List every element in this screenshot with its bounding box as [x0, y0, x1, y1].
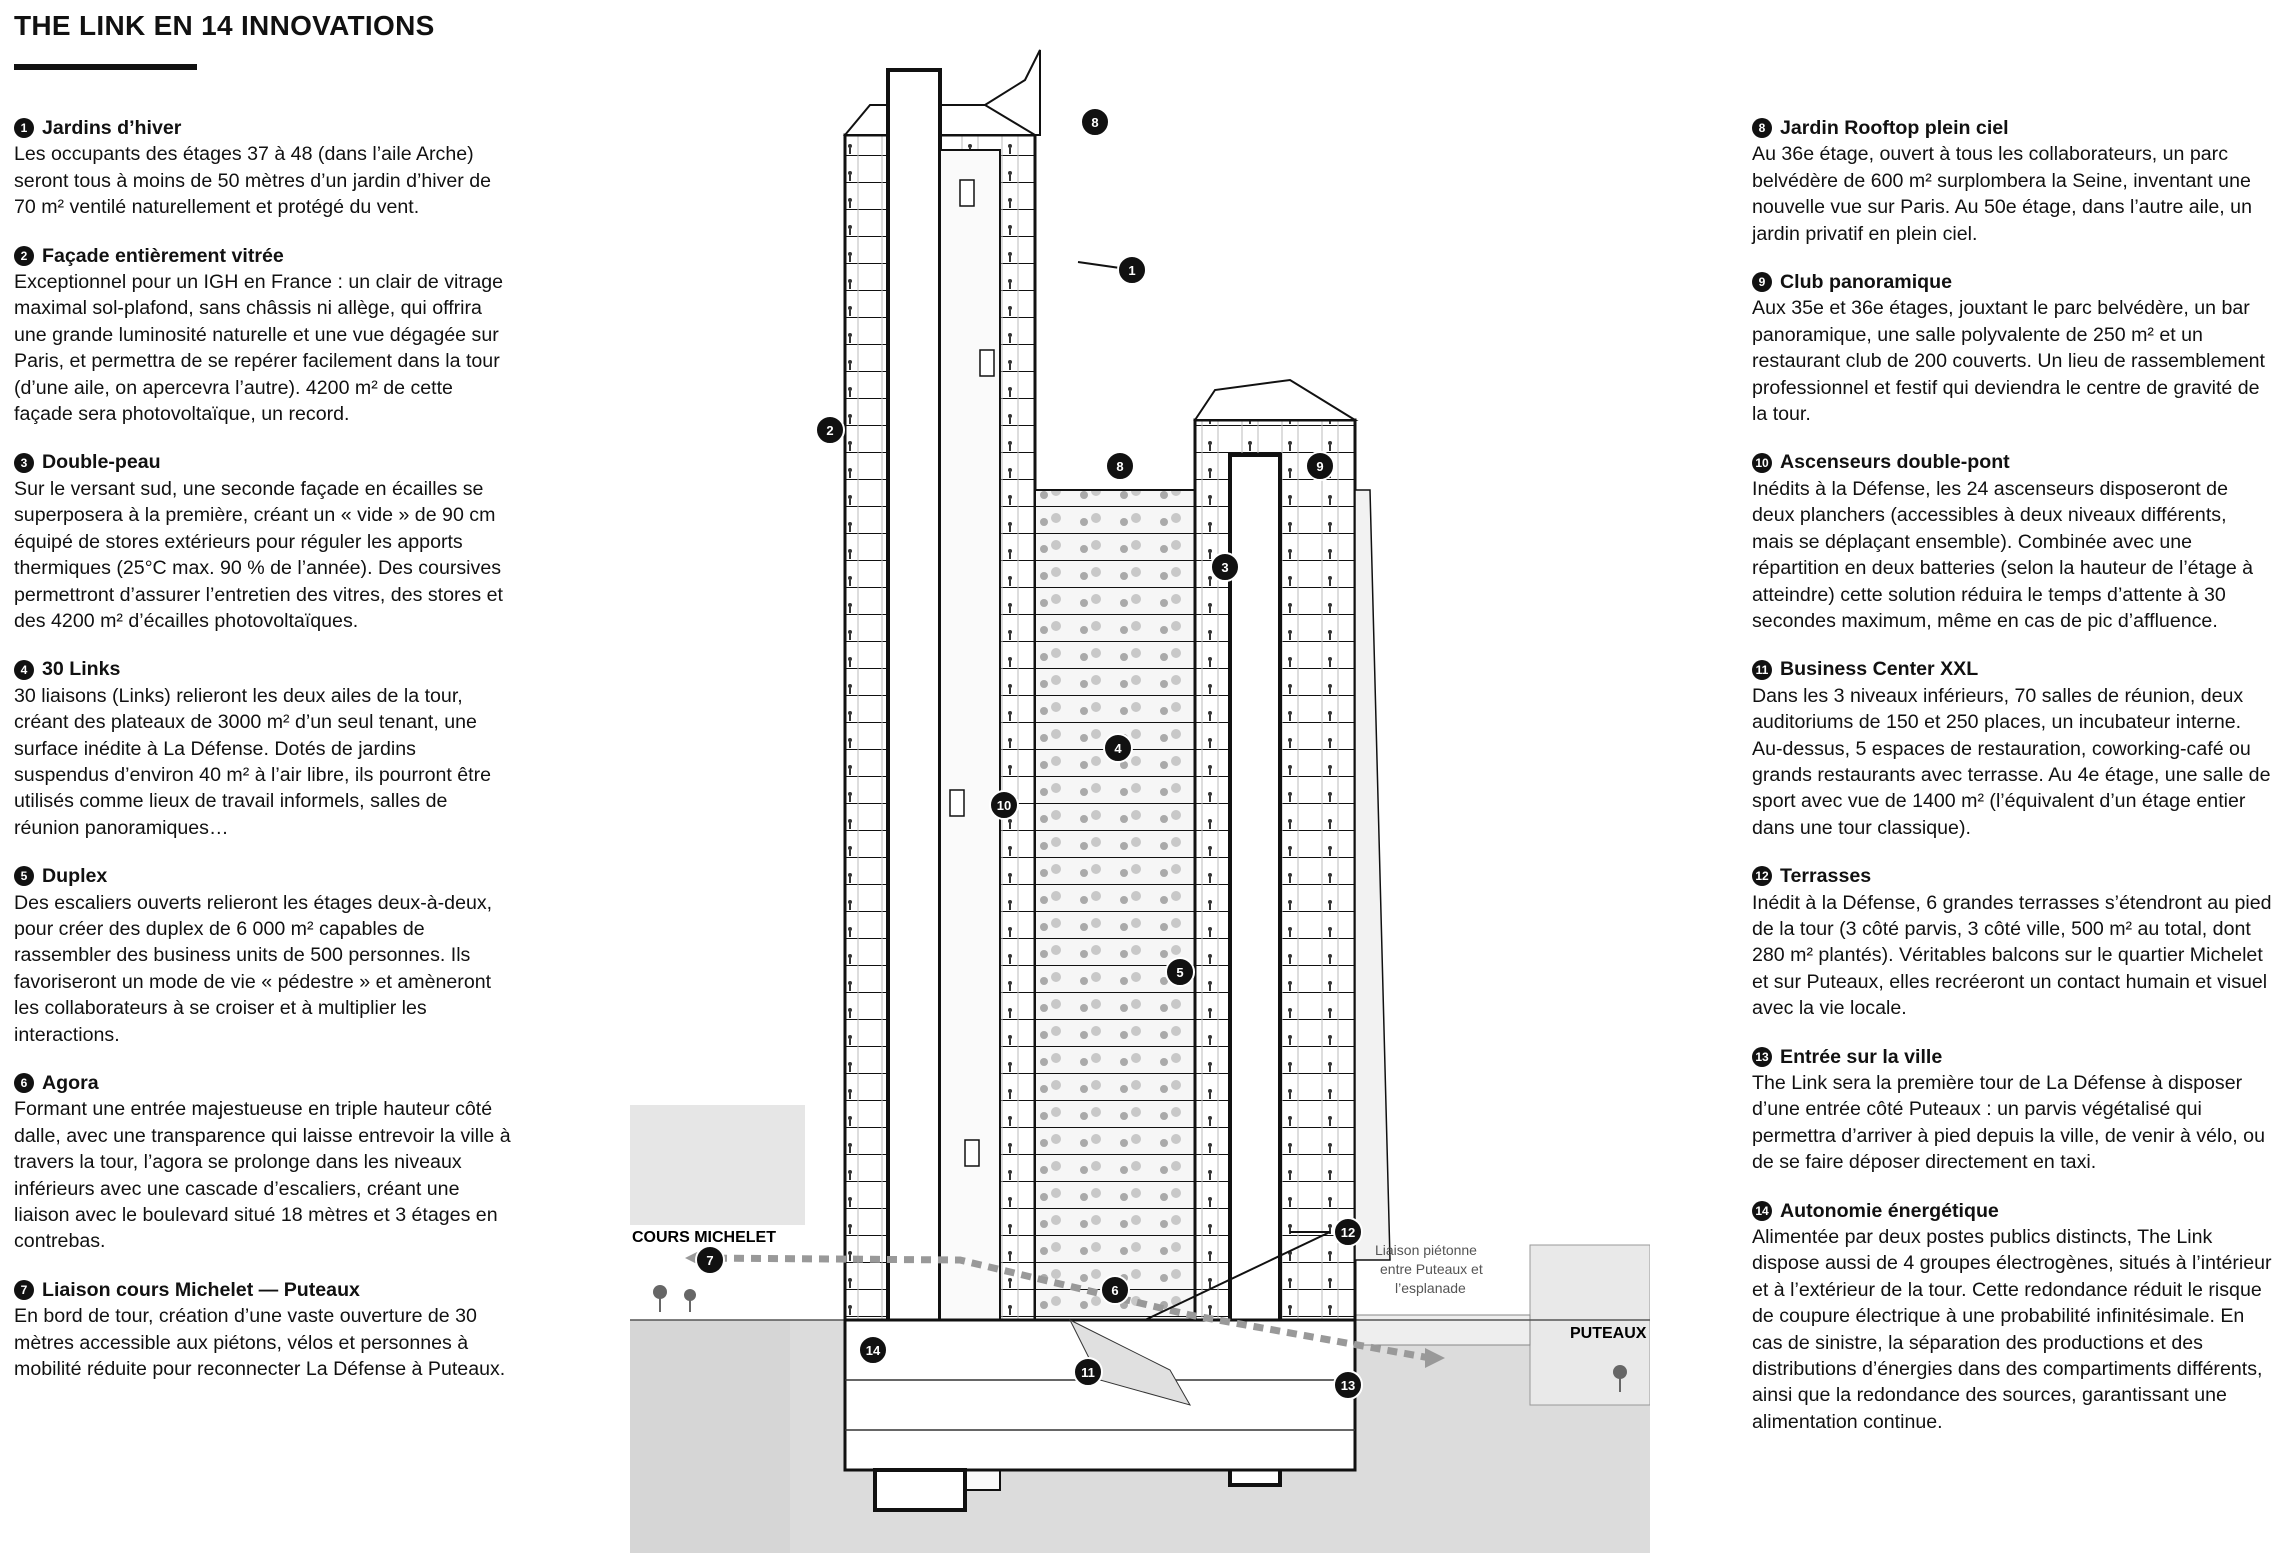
innovation-title — [14, 863, 514, 889]
innovation-title-text: Duplex — [42, 865, 108, 888]
foundation-pit — [875, 1470, 965, 1510]
ground-slope-left — [630, 1320, 790, 1553]
number-badge: 10 — [1752, 453, 1772, 473]
innovation-title-text: Ascenseurs double-pont — [1780, 451, 2010, 474]
tower-links — [1035, 490, 1195, 1340]
core-left — [888, 70, 940, 1510]
innovation-item — [14, 1070, 514, 1255]
innovation-description: Les occupants des étages 37 à 48 (dans l’aile Arche) seront tous à moins de 50 mètres d’un jardin d’hiver de 70 m² ventilé naturellement et protégé du vent. — [14, 143, 492, 219]
innovation-title — [1752, 656, 2272, 682]
right-column — [1752, 115, 2272, 1457]
tower-right-crown — [1195, 380, 1355, 420]
marker-2 — [816, 416, 844, 444]
innovation-title — [1752, 1198, 2272, 1224]
innovation-title-text: Agora — [42, 1072, 99, 1094]
annotation-line-1: Liaison piétonne — [1375, 1242, 1477, 1258]
number-badge: 11 — [1752, 660, 1772, 680]
marker-14 — [859, 1336, 887, 1364]
innovation-title-text: Jardin Rooftop plein ciel — [1780, 117, 2009, 139]
innovation-title — [14, 449, 514, 475]
marker-13 — [1334, 1371, 1362, 1399]
innovation-item — [14, 449, 514, 634]
innovation-title-text: Façade entièrement vitrée — [42, 244, 284, 267]
innovation-title — [14, 243, 514, 269]
marker-5 — [1166, 958, 1194, 986]
innovation-item — [1752, 449, 2272, 634]
number-badge: 6 — [14, 1073, 34, 1093]
innovation-title — [1752, 115, 2272, 141]
innovation-title — [14, 115, 514, 141]
innovation-description: The Link sera la première tour de La Défense à disposer d’une entrée côté Puteaux : un parvis végétalisé qui permettra d’arriver à pied depuis la ville, de venir à vélo, ou de se faire déposer directement en taxi. — [1752, 1072, 2265, 1174]
label-puteaux: PUTEAUX — [1570, 1325, 1647, 1342]
innovation-title-text: Liaison cours Michelet — Puteaux — [42, 1278, 360, 1301]
innovation-title — [1752, 449, 2272, 475]
marker-4 — [1104, 734, 1132, 762]
marker-8 — [1106, 452, 1134, 480]
innovation-title — [1752, 863, 2272, 889]
number-badge: 4 — [14, 660, 34, 680]
svg-text:2: 2 — [826, 423, 834, 438]
svg-text:10: 10 — [996, 798, 1012, 813]
annotation-line-2: entre Puteaux et — [1380, 1261, 1483, 1277]
page-title: THE LINK EN 14 INNOVATIONS — [14, 10, 435, 41]
innovation-title-text: 30 Links — [42, 658, 121, 681]
svg-text:5: 5 — [1176, 965, 1184, 980]
marker-12 — [1334, 1218, 1362, 1246]
number-badge: 1 — [14, 118, 34, 138]
ground-left-building — [630, 1105, 805, 1225]
innovation-title — [1752, 1044, 2272, 1070]
innovation-item — [1752, 863, 2272, 1021]
number-badge: 3 — [14, 453, 34, 473]
number-badge: 14 — [1752, 1201, 1772, 1221]
innovation-item — [14, 863, 514, 1048]
svg-text:13: 13 — [1340, 1378, 1356, 1393]
innovation-item — [14, 115, 514, 221]
svg-text:12: 12 — [1340, 1225, 1356, 1240]
number-badge: 9 — [1752, 272, 1772, 292]
number-badge: 8 — [1752, 118, 1772, 138]
innovation-title-text: Double-peau — [42, 451, 161, 474]
innovation-title-text: Business Center XXL — [1780, 658, 1979, 681]
marker-10 — [990, 791, 1018, 819]
innovation-item — [14, 1277, 514, 1383]
innovation-description: Exceptionnel pour un IGH en France : un clair de vitrage maximal sol-plafond, sans châssis ni allège, qui offrira une grande luminosité naturelle et une vue dégagée sur Paris, et permettra de se repérer facilement dans la tour (d’une aile, on apercevra l’autre). 4200 m² de cette façade sera photovoltaïque, un record. — [14, 271, 504, 426]
innovation-title — [1752, 269, 2272, 295]
innovation-description: Sur le versant sud, une seconde façade en écailles se superposera à la première, créant un « vide » de 90 cm équipé de stores extérieurs pour réguler les apports thermiques (25°C max. 90 % de l’année). Des coursives permettront d’assurer l’entretien des vitres, des stores et des 4200 m² d’écailles photovoltaïques. — [14, 477, 503, 632]
left-column — [14, 115, 514, 1404]
innovation-description: Formant une entrée majestueuse en triple hauteur côté dalle, avec une transparence qui laisse entrevoir la ville à travers la tour, l’agora se prolonge dans les niveaux inférieurs avec une cascade d’escaliers, créant une liaison avec le boulevard situé 18 mètres et 3 étages en contrebas. — [14, 1098, 511, 1253]
innovation-title-text: Terrasses — [1780, 865, 1872, 888]
innovation-description: Dans les 3 niveaux inférieurs, 70 salles de réunion, deux auditoriums de 150 et 250 places, un incubateur interne. Au-dessus, 5 espaces de restauration, coworking-café ou grands restaurants avec terrasse. Au 4e étage, une salle de sport avec vue de 1400 m² (l’équivalent d’un étage entier dans une tour classique). — [1752, 684, 2271, 839]
innovation-title-text: Jardins d’hiver — [42, 117, 182, 139]
svg-text:11: 11 — [1081, 1365, 1095, 1380]
svg-text:8: 8 — [1091, 115, 1099, 130]
number-badge: 2 — [14, 246, 34, 266]
marker-9 — [1306, 452, 1334, 480]
marker-8 — [1081, 108, 1109, 136]
marker-3 — [1211, 553, 1239, 581]
annotation-line-3: l’esplanade — [1395, 1280, 1466, 1296]
innovation-title-text: Autonomie énergétique — [1780, 1199, 1999, 1222]
innovation-item — [1752, 1198, 2272, 1436]
number-badge: 7 — [14, 1280, 34, 1300]
innovation-item — [14, 656, 514, 841]
marker-11 — [1074, 1358, 1102, 1386]
marker-6 — [1101, 1276, 1129, 1304]
innovation-description: Aux 35e et 36e étages, jouxtant le parc belvédère, un bar panoramique, une salle polyvalente de 250 m² et un restaurant club de 200 couverts. Un lieu de rassemblement professionnel et festif qui deviendra le centre de gravité de la tour. — [1752, 297, 2265, 426]
innovation-item — [1752, 115, 2272, 247]
innovation-item — [1752, 656, 2272, 841]
svg-text:6: 6 — [1111, 1283, 1119, 1298]
title-underline — [14, 64, 197, 70]
label-cours-michelet: COURS MICHELET — [632, 1229, 776, 1246]
number-badge: 12 — [1752, 866, 1772, 886]
svg-text:14: 14 — [865, 1343, 881, 1358]
svg-text:7: 7 — [706, 1253, 714, 1268]
innovation-title-text: Club panoramique — [1780, 271, 1953, 294]
innovation-title — [14, 1277, 514, 1303]
number-badge: 5 — [14, 866, 34, 886]
innovation-description: Alimentée par deux postes publics distincts, The Link dispose aussi de 4 groupes électrogènes, situés à l’intérieur et à l’extérieur de la tour. Cette redondance réduit le risque de coupure électrique à une probabilité infinitésimale. En cas de sinistre, la séparation des productions et des distributions d’énergies dans des compartiments différents, ainsi que la redondance des sources, garantissant une alimentation continue. — [1752, 1226, 2272, 1433]
innovation-title — [14, 1070, 514, 1096]
number-badge: 13 — [1752, 1047, 1772, 1067]
innovation-description: En bord de tour, création d’une vaste ouverture de 30 mètres accessible aux piétons, vélos et personnes à mobilité réduite pour reconnecter La Défense à Puteaux. — [14, 1305, 506, 1381]
innovation-item — [1752, 1044, 2272, 1176]
double-skin-facade — [1355, 490, 1390, 1260]
marker-1 — [1118, 256, 1146, 284]
innovation-title — [14, 656, 514, 682]
innovation-description: Des escaliers ouverts relieront les étages deux-à-deux, pour créer des duplex de 6 000 m² capables de rassembler des business units de 500 personnes. Ils favoriseront un mode de vie « pédestre » et amèneront les collaborateurs à se croiser et à multiplier les interactions. — [14, 891, 493, 1046]
innovation-description: Au 36e étage, ouvert à tous les collaborateurs, un parc belvédère de 600 m² surplombera la Seine, inventant une nouvelle vue sur Paris. Au 50e étage, dans l’autre aile, un jardin privatif en plein ciel. — [1752, 143, 2252, 245]
tower-section-drawing — [630, 20, 1650, 1553]
innovation-item — [1752, 269, 2272, 427]
svg-text:3: 3 — [1221, 560, 1229, 575]
innovation-description: Inédit à la Défense, 6 grandes terrasses s’étendront au pied de la tour (3 côté parvis, 3 côté ville, 500 m² au total, dont 280 m² plantés). Véritables balcons sur le quartier Michelet et sur Puteaux, elles recréeront un contact humain et visuel avec la vie locale. — [1752, 891, 2272, 1020]
svg-text:9: 9 — [1316, 459, 1324, 474]
svg-text:1: 1 — [1128, 263, 1136, 278]
svg-text:4: 4 — [1114, 741, 1122, 756]
svg-text:8: 8 — [1116, 459, 1124, 474]
innovation-item — [14, 243, 514, 428]
innovation-description: 30 liaisons (Links) relieront les deux ailes de la tour, créant des plateaux de 3000 m² d’un seul tenant, une surface inédite à La Défense. Dotés de jardins suspendus d’environ 40 m² à l’air libre, ils pourront être utilisés comme lieux de travail informels, salles de réunion panoramiques… — [14, 684, 492, 839]
innovation-title-text: Entrée sur la ville — [1780, 1045, 1943, 1068]
marker-7 — [696, 1246, 724, 1274]
innovation-description: Inédits à la Défense, les 24 ascenseurs disposeront de deux planchers (accessibles à deux niveaux différents, mais se déplaçant ensemble). Combinée avec une répartition en deux batteries (selon la hauteur de l’étage à atteindre) cette solution réduira le temps d’attente à 30 secondes maximum, même en cas de pic d’affluence. — [1752, 477, 2254, 632]
